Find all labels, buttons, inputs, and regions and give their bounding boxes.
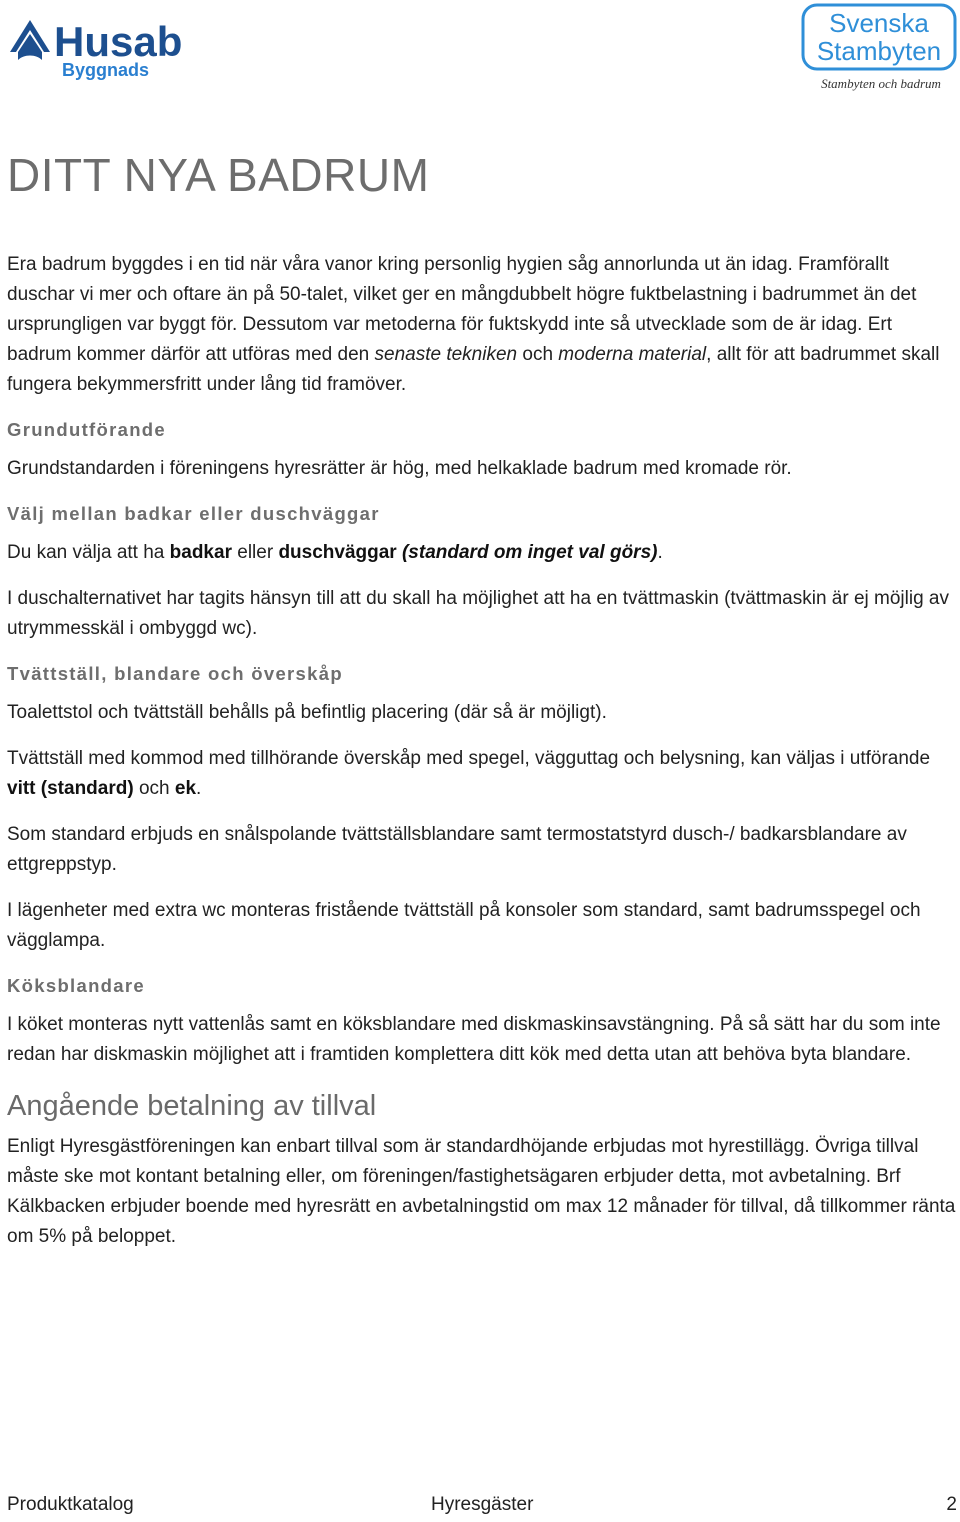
- page-footer: [7, 1494, 957, 1522]
- logo-tagline: Stambyten och badrum: [821, 76, 941, 91]
- val-text-2: eller: [237, 542, 274, 563]
- heading-betalning: Angående betalning av tillval: [7, 1090, 377, 1122]
- intro-part5: , allt för att badrummet skall fungera bekymmersfritt under lång tid framöver.: [7, 344, 940, 395]
- intro-paragraph: [7, 250, 957, 400]
- betalning-paragraph: Enligt Hyresgästföreningen kan enbart tillval som är standardhöjande erbjudas mot hyrestillägg. Övriga tillval måste ske mot kontant betalning eller, om föreningen/fastighetsägaren erbjuder detta, mot avbetalning. Brf Kälkbacken erbjuder boende med hyresrätt en avbetalningstid om max 12 månader för tillval, då tillkommer ränta om 5% på beloppet.: [7, 1136, 956, 1247]
- tvatt-text-end: .: [196, 778, 202, 799]
- intro-emphasis-1: senaste tekniken: [374, 344, 518, 365]
- heading-badkar-duschvaggar: Välj mellan badkar eller duschväggar: [7, 503, 380, 524]
- grund-paragraph: Grundstandarden i föreningens hyresrätter är hög, med helkaklade badrum med kromade rör.: [7, 458, 792, 479]
- heading-tvattstall: Tvättställ, blandare och överskåp: [7, 663, 343, 684]
- intro-part1: Era badrum byggdes i en tid när våra vanor kring personlig hygien såg annorlunda ut än idag. Framförallt duschar vi mer och oftare än på 50-talet, vilket ger en mångdubbelt högre fuktbelastning i badrummet än det ursprungligen var byggt för.: [7, 254, 917, 335]
- val-text-3: .: [657, 542, 663, 563]
- logo-line1: Svenska: [829, 8, 929, 38]
- tvatt-text-och: och: [138, 778, 170, 799]
- husab-logo: [6, 12, 221, 84]
- tvatt-paragraph-3: Som standard erbjuds en snålspolande tvättställsblandare samt termostatstyrd dusch-/ badkarsblandare av ettgreppstyp.: [7, 824, 907, 875]
- document-body: [7, 250, 957, 1268]
- val-bold-standard: (standard om inget val görs): [401, 542, 658, 563]
- page-title: DITT NYA BADRUM: [7, 149, 430, 201]
- tvatt-bold-vitt: vitt (standard): [7, 778, 134, 799]
- intro-part2: Dessutom var metoderna för fuktskydd inte så utvecklade som de är idag.: [242, 314, 863, 335]
- logo-line2: Stambyten: [816, 36, 942, 66]
- tvatt-text-a: Tvättställ med kommod med tillhörande överskåp med spegel, vägguttag och belysning, kan väljas i utförande: [7, 748, 931, 769]
- footer-center: Hyresgäster: [431, 1494, 534, 1515]
- intro-emphasis-2: moderna material: [558, 344, 707, 365]
- val-bold-duschvaggar: duschväggar: [278, 542, 397, 563]
- tvatt-paragraph-1: Toalettstol och tvättställ behålls på befintlig placering (där så är möjligt).: [7, 702, 607, 723]
- page-number: 2: [946, 1494, 957, 1515]
- val-paragraph-2: I duschalternativet har tagits hänsyn till att du skall ha möjlighet att ha en tvättmaskin (tvättmaskin är ej möjlig av utrymmesskäl i ombyggd wc).: [7, 588, 950, 639]
- heading-koksblandare: Köksblandare: [7, 975, 145, 996]
- footer-left: Produktkatalog: [7, 1494, 134, 1515]
- tvatt-paragraph-2: [7, 744, 957, 804]
- intro-part4: och: [522, 344, 554, 365]
- val-bold-badkar: badkar: [169, 542, 232, 563]
- tvatt-bold-ek: ek: [174, 778, 197, 799]
- husab-logo-name: Husab: [54, 18, 183, 65]
- kok-paragraph: I köket monteras nytt vattenlås samt en köksblandare med diskmaskinsavstängning. På så sätt har du som inte redan har diskmaskin möjlighet att i framtiden komplettera ditt kök med detta utan att behöva byta blandare.: [7, 1014, 941, 1065]
- intro-part3: Ert badrum kommer därför att utföras med den: [7, 314, 893, 365]
- val-paragraph: [7, 538, 957, 568]
- val-text-1: Du kan välja att ha: [7, 542, 165, 563]
- tvatt-paragraph-4: I lägenheter med extra wc monteras fristående tvättställ på konsoler som standard, samt badrumsspegel och vägglampa.: [7, 900, 921, 951]
- svenska-stambyten-logo: [800, 2, 958, 94]
- heading-grundutforande: Grundutförande: [7, 419, 166, 440]
- husab-logo-sub: Byggnads: [62, 60, 150, 80]
